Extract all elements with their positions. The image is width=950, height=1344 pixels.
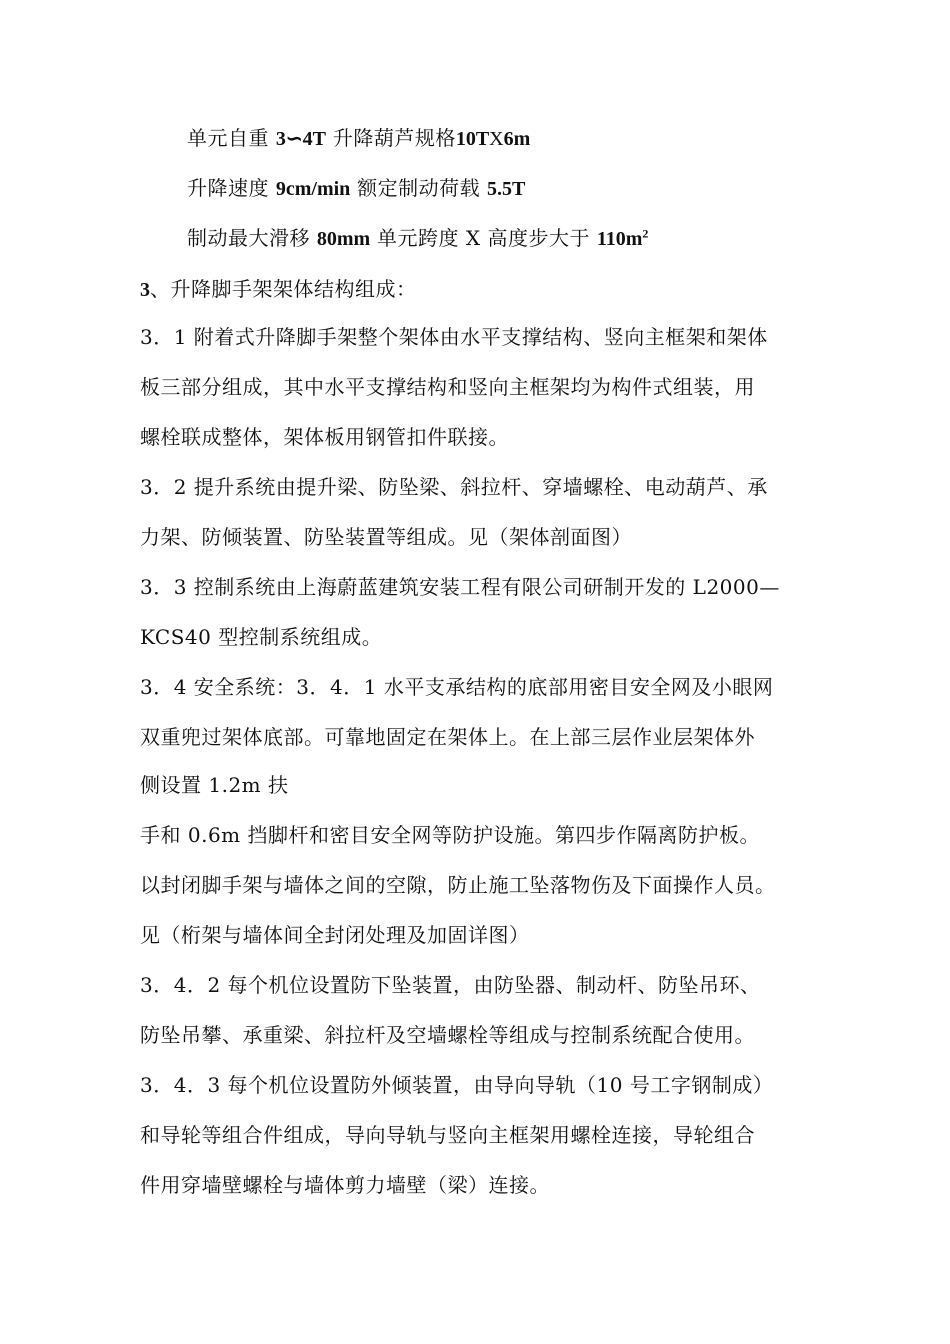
body-line: 3．4 安全系统：3．4．1 水平支承结构的底部用密目安全网及小眼网 (140, 675, 774, 699)
brake-load-label: 额定制动荷载 (357, 176, 481, 200)
brake-load-value: 5.5T (487, 178, 526, 200)
spec-row-slip (187, 225, 648, 252)
body-line: 防坠吊攀、承重梁、斜拉杆及空墙螺栓等组成与控制系统配合使用。 (140, 1023, 755, 1047)
unit-weight-label: 单元自重 (187, 126, 269, 150)
span-height-value: 110m (596, 228, 643, 250)
body-line: 3．4．2 每个机位设置防下坠装置，由防坠器、制动杆、防坠吊环、 (140, 973, 761, 997)
body-line: 3．3 控制系统由上海蔚蓝建筑安装工程有限公司研制开发的 L2000— (140, 575, 780, 599)
body-line: 以封闭脚手架与墙体之间的空隙，防止施工坠落物伤及下面操作人员。 (140, 873, 776, 897)
body-line: 板三部分组成，其中水平支撑结构和竖向主框架均为构件式组装，用 (140, 375, 755, 399)
body-line: 螺栓联成整体，架体板用钢管扣件联接。 (140, 425, 509, 449)
body-line: 手和 0.6m 挡脚杆和密目安全网等防护设施。第四步作隔离防护板。 (140, 823, 760, 847)
span-height-sup: 2 (642, 226, 649, 241)
unit-weight-value: 3∽4T (275, 128, 326, 150)
body-line: 3．2 提升系统由提升梁、防坠梁、斜拉杆、穿墙螺栓、电动葫芦、承 (140, 475, 768, 499)
max-slip-label: 制动最大滑移 (187, 226, 310, 250)
body-line: 3．1 附着式升降脚手架整个架体由水平支撑结构、竖向主框架和架体 (140, 325, 768, 349)
section-heading (140, 276, 417, 303)
hoist-spec-label: 升降葫芦规格 (332, 126, 456, 150)
body-line: 件用穿墙壁螺栓与墙体剪力墙壁（梁）连接。 (140, 1173, 550, 1197)
body-line: 力架、防倾装置、防坠装置等组成。见（架体剖面图） (140, 525, 632, 549)
body-line: 和导轮等组合件组成，导向导轨与竖向主框架用螺栓连接，导轮组合 (140, 1123, 755, 1147)
body-line: KCS40 型控制系统组成。 (140, 625, 383, 649)
hoist-spec-x: X (489, 128, 504, 150)
section-number: 3 (140, 279, 150, 301)
span-height-label: 单元跨度 X 高度步大于 (377, 226, 590, 250)
body-line: 双重兜过架体底部。可靠地固定在架体上。在上部三层作业层架体外 (140, 725, 755, 749)
hoist-spec-value-1: 10T (455, 128, 490, 150)
spec-row-weight (187, 125, 530, 152)
section-title: 、升降脚手架架体结构组成： (150, 277, 417, 301)
hoist-spec-value-2: 6m (503, 128, 531, 150)
max-slip-value: 80mm (316, 228, 371, 250)
body-line: 3．4．3 每个机位设置防外倾装置，由导向导轨（10 号工字钢制成） (140, 1073, 774, 1097)
lift-speed-label: 升降速度 (187, 176, 269, 200)
body-line: 见（桁架与墙体间全封闭处理及加固详图） (140, 923, 530, 947)
lift-speed-value: 9cm/min (275, 178, 351, 200)
spec-row-speed (187, 175, 525, 202)
body-line: 侧设置 1.2m 扶 (140, 773, 289, 797)
